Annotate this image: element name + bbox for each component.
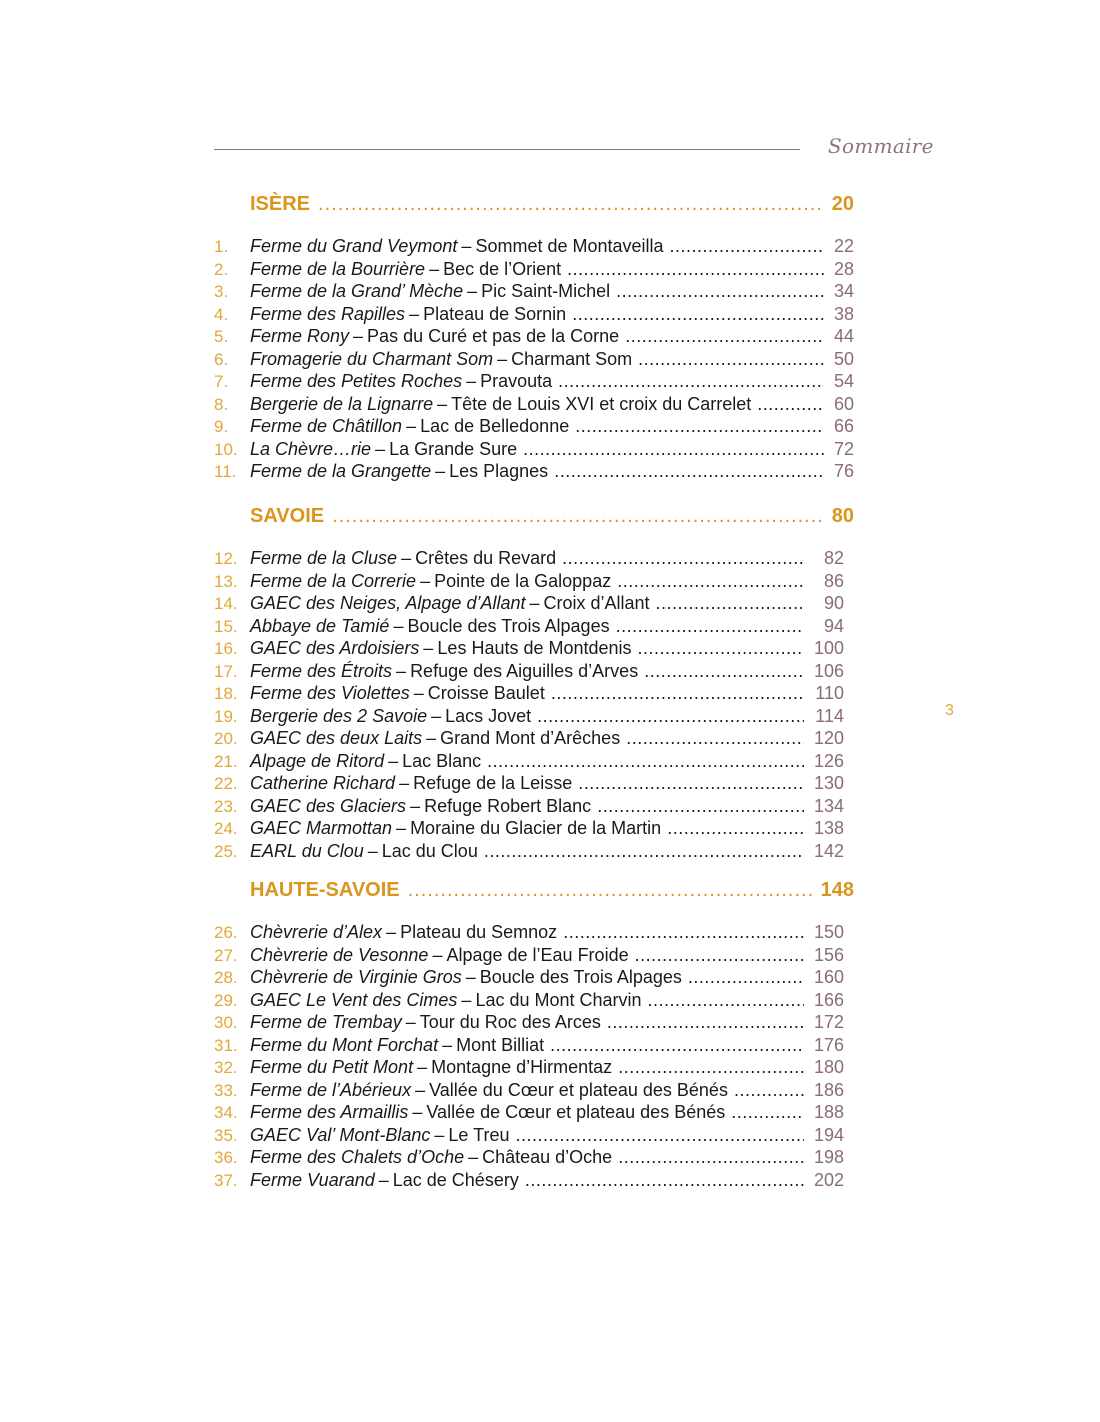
dot-leader [638, 637, 804, 660]
toc-entry[interactable] [214, 393, 854, 416]
entry-place: Croix d’Allant [543, 593, 650, 613]
toc-entry[interactable] [214, 1101, 854, 1124]
entry-number: 25. [214, 841, 238, 861]
entry-number: 31. [214, 1035, 238, 1055]
entry-dash: – [437, 393, 448, 414]
entry-place: Boucle des Trois Alpages [407, 615, 610, 636]
entry-dash: – [529, 593, 540, 613]
entry-page: 194 [813, 1124, 844, 1145]
toc-entry[interactable] [214, 325, 854, 348]
toc-entry[interactable] [214, 727, 854, 750]
toc-entry[interactable] [214, 921, 854, 944]
entry-farm: GAEC des Glaciers [250, 795, 407, 816]
entry-place: Charmant Som [511, 348, 633, 369]
entry-dash: – [426, 728, 437, 748]
entry-number: 26. [214, 923, 238, 942]
header-rule [214, 149, 800, 150]
entry-page: 156 [813, 944, 844, 965]
entry-number: 8. [214, 394, 229, 414]
dot-leader [688, 966, 804, 989]
entry-place: Vallée de Cœur et plateau des Bénés [426, 1102, 726, 1122]
toc-entry[interactable] [214, 705, 854, 728]
entry-place: Tour du Roc des Arces [419, 1012, 601, 1032]
dot-leader [562, 547, 804, 570]
entry-page: 180 [813, 1057, 844, 1077]
toc-entry[interactable] [214, 1034, 854, 1057]
dot-leader [318, 193, 824, 216]
entry-dash: – [367, 840, 378, 861]
entry-farm: Bergerie des 2 Savoie [250, 705, 428, 726]
entry-page: 188 [813, 1102, 844, 1122]
entry-page: 86 [823, 570, 844, 591]
toc-entry[interactable] [214, 370, 854, 393]
entry-dash: – [393, 615, 404, 636]
toc-entry[interactable] [214, 348, 854, 371]
entry-number: 14. [214, 594, 238, 613]
entry-dash: – [412, 1102, 423, 1122]
toc-entry[interactable] [214, 258, 854, 281]
entry-page: 90 [823, 593, 844, 613]
toc-entry[interactable] [214, 1011, 854, 1034]
entry-dash: – [461, 236, 472, 256]
section-heading[interactable] [250, 505, 854, 535]
entry-place: Pic Saint-Michel [481, 281, 611, 301]
section-page: 20 [831, 193, 854, 215]
entry-place: Refuge de la Leisse [413, 773, 573, 793]
entry-number: 37. [214, 1170, 238, 1190]
toc-entry[interactable] [214, 460, 854, 483]
section-title: HAUTE-SAVOIE [250, 879, 400, 901]
entry-page: 54 [833, 371, 854, 391]
dot-leader [558, 370, 824, 393]
entry-place: Grand Mont d’Arêches [440, 728, 621, 748]
entry-page: 34 [833, 281, 854, 301]
dot-leader [332, 505, 824, 528]
entry-place: Château d’Oche [482, 1147, 613, 1167]
entry-place: Lac de Chésery [392, 1169, 519, 1190]
entry-place: Le Treu [448, 1124, 510, 1145]
entry-dash: – [396, 818, 407, 838]
entry-number: 13. [214, 571, 238, 591]
entry-page: 100 [813, 638, 844, 658]
entry-farm: Ferme de la Bourrière [250, 258, 426, 279]
entry-number: 34. [214, 1103, 238, 1122]
entry-dash: – [399, 773, 410, 793]
toc-entry[interactable] [214, 840, 854, 863]
entry-farm: Bergerie de la Lignarre [250, 393, 434, 414]
entry-place: Refuge des Aiguilles d’Arves [410, 660, 639, 681]
toc-entry[interactable] [214, 966, 854, 989]
entry-number: 28. [214, 968, 238, 987]
dot-leader [484, 840, 804, 863]
toc-entry[interactable] [214, 235, 854, 258]
toc-section [214, 505, 854, 862]
entry-number: 30. [214, 1013, 238, 1032]
entry-farm: Ferme de l’Abérieux [250, 1079, 412, 1100]
entry-number: 10. [214, 439, 238, 459]
entry-number: 35. [214, 1125, 238, 1145]
entry-place: Tête de Louis XVI et croix du Carrelet [451, 393, 752, 414]
entry-place: La Grande Sure [389, 438, 518, 459]
toc-section [214, 193, 854, 483]
entry-farm: Ferme des Armaillis [250, 1102, 409, 1122]
dot-leader [408, 879, 813, 902]
toc-entry[interactable] [214, 592, 854, 615]
toc-entry[interactable] [214, 682, 854, 705]
entry-page: 120 [813, 728, 844, 748]
entry-farm: Ferme de Trembay [250, 1012, 402, 1032]
entry-farm: GAEC des Ardoisiers [250, 638, 420, 658]
entry-number: 19. [214, 706, 238, 726]
dot-leader [575, 415, 824, 438]
dot-leader [757, 393, 824, 416]
entry-place: Mont Billiat [456, 1034, 545, 1055]
dot-leader [597, 795, 804, 818]
entry-page: 114 [815, 705, 844, 726]
entry-number: 15. [214, 616, 238, 636]
entry-place: Crêtes du Revard [415, 548, 557, 568]
dot-leader [567, 258, 824, 281]
entry-number: 17. [214, 661, 238, 681]
entry-dash: – [435, 461, 446, 481]
entry-farm: Ferme des Violettes [250, 683, 410, 703]
toc-entry[interactable] [214, 660, 854, 683]
dot-leader [487, 750, 804, 773]
entry-place: Lac du Mont Charvin [475, 989, 642, 1010]
dot-leader [616, 615, 804, 638]
entry-place: Montagne d’Hirmentaz [431, 1057, 613, 1077]
entry-farm: Ferme de la Correrie [250, 570, 417, 591]
toc-entry[interactable] [214, 750, 854, 773]
entry-number: 20. [214, 729, 238, 748]
entry-farm: GAEC des Neiges, Alpage d’Allant [250, 593, 526, 613]
entry-farm: Chèvrerie de Virginie Gros [250, 967, 462, 987]
entry-farm: Ferme des Rapilles [250, 303, 406, 324]
section-page: 148 [820, 879, 854, 901]
toc-entry[interactable] [214, 1146, 854, 1169]
entry-farm: Ferme du Mont Forchat [250, 1034, 439, 1055]
toc-entry[interactable] [214, 280, 854, 303]
entry-place: Refuge Robert Blanc [424, 795, 592, 816]
entry-dash: – [413, 683, 424, 703]
dot-leader [734, 1079, 804, 1102]
toc-entry[interactable] [214, 570, 854, 593]
entry-place: Les Hauts de Montdenis [437, 638, 632, 658]
entry-place: Pas du Curé et pas de la Corne [367, 326, 620, 346]
section-page: 80 [831, 505, 854, 527]
entry-number: 29. [214, 990, 238, 1010]
entry-dash: – [432, 944, 443, 965]
entry-number: 5. [214, 327, 229, 346]
dot-leader [551, 682, 804, 705]
entry-number: 11. [214, 462, 237, 481]
toc-entry[interactable] [214, 615, 854, 638]
entry-page: 60 [833, 393, 854, 414]
entry-place: Alpage de l’Eau Froide [446, 944, 629, 965]
entry-page: 76 [833, 461, 854, 481]
entry-farm: La Chèvre…rie [250, 438, 372, 459]
toc-section [214, 879, 854, 1191]
toc-entry[interactable] [214, 1169, 854, 1192]
dot-leader [525, 1169, 804, 1192]
entry-place: Les Plagnes [449, 461, 549, 481]
entry-place: Croisse Baulet [427, 683, 545, 703]
entry-place: Sommet de Montaveilla [475, 236, 664, 256]
dot-leader [731, 1101, 804, 1124]
dot-leader [626, 727, 804, 750]
dot-leader [607, 1011, 804, 1034]
entry-dash: – [401, 548, 412, 568]
entry-page: 150 [813, 922, 844, 942]
toc-entry[interactable] [214, 637, 854, 660]
entry-page: 82 [823, 548, 844, 568]
entry-page: 166 [813, 989, 844, 1010]
entry-dash: – [465, 967, 476, 987]
entry-dash: – [353, 326, 364, 346]
entry-page: 66 [833, 416, 854, 436]
entry-farm: GAEC des deux Laits [250, 728, 423, 748]
toc-entry[interactable] [214, 415, 854, 438]
entry-dash: – [461, 989, 472, 1010]
entry-dash: – [406, 416, 417, 436]
entry-number: 4. [214, 304, 229, 324]
entry-number: 27. [214, 945, 238, 965]
entry-page: 202 [813, 1169, 844, 1190]
entry-page: 138 [813, 818, 844, 838]
entry-page: 38 [833, 303, 854, 324]
section-heading[interactable] [250, 879, 854, 909]
dot-leader [625, 325, 824, 348]
dot-leader [656, 592, 804, 615]
entry-page: 142 [813, 840, 844, 861]
entry-place: Lac Blanc [402, 750, 482, 771]
entry-place: Plateau du Semnoz [400, 922, 558, 942]
toc-entry[interactable] [214, 817, 854, 840]
entry-dash: – [429, 258, 440, 279]
toc-entry[interactable] [214, 1079, 854, 1102]
entry-farm: Ferme des Petites Roches [250, 371, 463, 391]
entry-dash: – [467, 281, 478, 301]
dot-leader [554, 460, 824, 483]
entry-number: 22. [214, 774, 238, 793]
entry-number: 36. [214, 1148, 238, 1167]
entry-farm: Ferme de Châtillon [250, 416, 403, 436]
dot-leader [670, 235, 824, 258]
entry-page: 110 [815, 683, 844, 703]
entry-page: 22 [833, 236, 854, 256]
entry-dash: – [386, 922, 397, 942]
entry-place: Vallée du Cœur et plateau des Bénés [429, 1079, 728, 1100]
entry-dash: – [409, 303, 420, 324]
entry-page: 44 [833, 326, 854, 346]
entry-dash: – [375, 438, 386, 459]
entry-place: Lac de Belledonne [420, 416, 570, 436]
section-title: ISÈRE [250, 193, 311, 215]
entry-farm: GAEC Marmottan [250, 818, 393, 838]
entry-place: Pointe de la Galoppaz [434, 570, 612, 591]
entry-dash: – [388, 750, 399, 771]
dot-leader [550, 1034, 804, 1057]
entry-page: 176 [813, 1034, 844, 1055]
entry-number: 3. [214, 282, 229, 301]
entry-dash: – [466, 371, 477, 391]
toc-entry[interactable] [214, 1124, 854, 1147]
entry-dash: – [468, 1147, 479, 1167]
entry-dash: – [378, 1169, 389, 1190]
entry-dash: – [417, 1057, 428, 1077]
entry-farm: Fromagerie du Charmant Som [250, 348, 494, 369]
entry-number: 7. [214, 372, 229, 391]
entry-number: 21. [214, 751, 238, 771]
dot-leader [638, 348, 824, 371]
entry-place: Bec de l’Orient [443, 258, 562, 279]
entry-number: 2. [214, 259, 229, 279]
entry-dash: – [396, 660, 407, 681]
entry-page: 172 [813, 1012, 844, 1032]
entry-number: 16. [214, 639, 238, 658]
entry-farm: Ferme de la Grangette [250, 461, 432, 481]
dot-leader [572, 303, 824, 326]
entry-page: 126 [813, 750, 844, 771]
entry-page: 160 [813, 967, 844, 987]
entry-dash: – [405, 1012, 416, 1032]
entry-farm: Ferme du Petit Mont [250, 1057, 414, 1077]
toc-entry[interactable] [214, 438, 854, 461]
entry-farm: Ferme du Grand Veymont [250, 236, 458, 256]
entry-page: 106 [813, 660, 844, 681]
entry-dash: – [431, 705, 442, 726]
entry-farm: Chèvrerie d’Alex [250, 922, 383, 942]
toc-entry[interactable] [214, 547, 854, 570]
entry-place: Lacs Jovet [445, 705, 532, 726]
entry-place: Plateau de Sornin [423, 303, 567, 324]
toc-entry[interactable] [214, 795, 854, 818]
entry-dash: – [423, 638, 434, 658]
entry-dash: – [442, 1034, 453, 1055]
entry-dash: – [434, 1124, 445, 1145]
entry-page: 72 [833, 438, 854, 459]
toc-entry[interactable] [214, 772, 854, 795]
section-title: SAVOIE [250, 505, 325, 527]
entry-farm: Alpage de Ritord [250, 750, 385, 771]
entry-place: Lac du Clou [381, 840, 478, 861]
entry-dash: – [410, 795, 421, 816]
entry-page: 198 [813, 1147, 844, 1167]
entry-number: 1. [214, 237, 229, 256]
entry-dash: – [420, 570, 431, 591]
dot-leader [635, 944, 804, 967]
section-heading[interactable] [250, 193, 854, 223]
entry-farm: Catherine Richard [250, 773, 396, 793]
toc-entry[interactable] [214, 303, 854, 326]
entry-page: 50 [833, 348, 854, 369]
running-title: Sommaire [828, 134, 934, 158]
dot-leader [618, 1056, 804, 1079]
entry-place: Boucle des Trois Alpages [479, 967, 682, 987]
entry-farm: Ferme Rony [250, 326, 350, 346]
entry-number: 24. [214, 819, 238, 838]
entry-number: 9. [214, 417, 229, 436]
entry-farm: EARL du Clou [250, 840, 364, 861]
entry-farm: GAEC Le Vent des Cimes [250, 989, 458, 1010]
entry-farm: Ferme de la Grand’ Mèche [250, 281, 464, 301]
toc-entry[interactable] [214, 989, 854, 1012]
entry-farm: GAEC Val’ Mont-Blanc [250, 1124, 431, 1145]
entry-number: 32. [214, 1058, 238, 1077]
dot-leader [667, 817, 804, 840]
entry-farm: Chèvrerie de Vesonne [250, 944, 429, 965]
entry-page: 94 [823, 615, 844, 636]
entry-page: 28 [833, 258, 854, 279]
dot-leader [515, 1124, 804, 1147]
toc-entry[interactable] [214, 1056, 854, 1079]
toc-entry[interactable] [214, 944, 854, 967]
entry-number: 12. [214, 549, 238, 568]
entry-page: 134 [813, 795, 844, 816]
dot-leader [617, 570, 804, 593]
dot-leader [644, 660, 804, 683]
page-number: 3 [945, 702, 954, 719]
entry-number: 23. [214, 796, 238, 816]
entry-farm: Abbaye de Tamié [250, 615, 390, 636]
dot-leader [578, 772, 804, 795]
entry-number: 18. [214, 684, 238, 703]
dot-leader [537, 705, 804, 728]
entry-page: 130 [813, 773, 844, 793]
entry-page: 186 [813, 1079, 844, 1100]
dot-leader [648, 989, 804, 1012]
dot-leader [523, 438, 824, 461]
entry-farm: Ferme de la Cluse [250, 548, 398, 568]
entry-number: 6. [214, 349, 229, 369]
entry-farm: Ferme des Étroits [250, 660, 393, 681]
entry-number: 33. [214, 1080, 238, 1100]
dot-leader [616, 280, 824, 303]
dot-leader [563, 921, 804, 944]
dot-leader [618, 1146, 804, 1169]
entry-place: Moraine du Glacier de la Martin [410, 818, 662, 838]
entry-dash: – [497, 348, 508, 369]
entry-farm: Ferme Vuarand [250, 1169, 375, 1190]
entry-place: Pravouta [480, 371, 553, 391]
entry-farm: Ferme des Chalets d’Oche [250, 1147, 465, 1167]
entry-dash: – [415, 1079, 426, 1100]
